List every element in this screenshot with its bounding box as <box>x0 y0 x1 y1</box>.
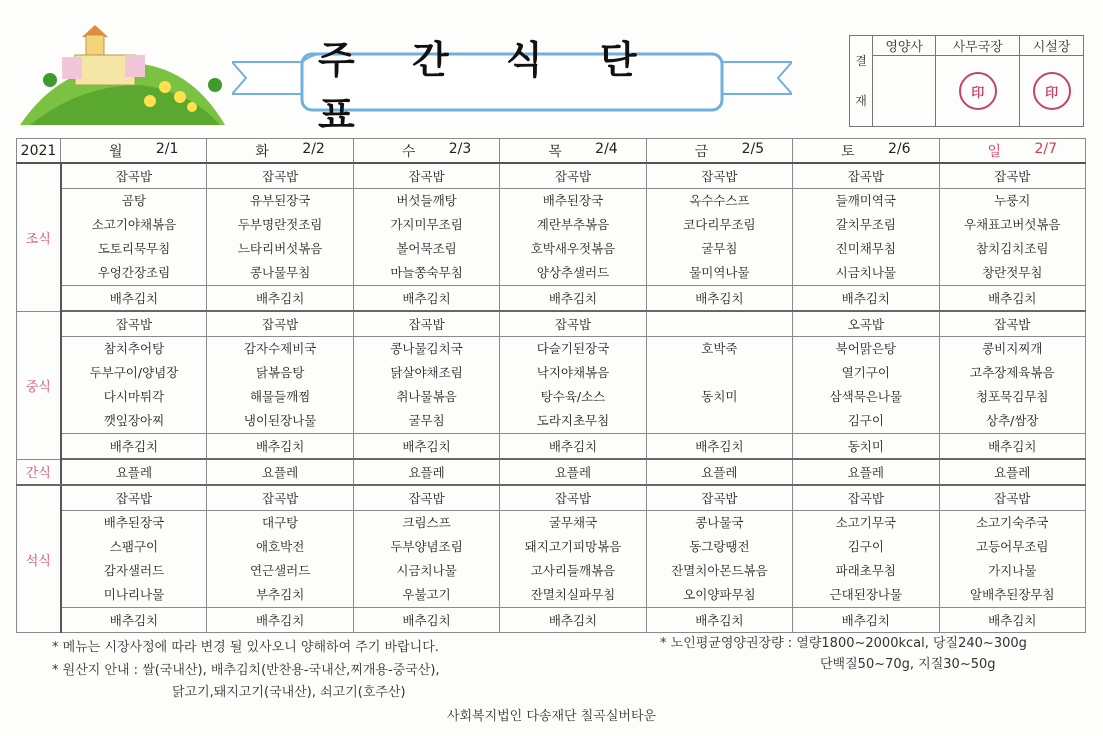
dish-item: 감자수제비국 <box>243 341 317 356</box>
lunch-kimchi-row <box>17 434 1086 460</box>
rice-item: 잡곡밥 <box>61 163 207 189</box>
dish-item: 콩나물무침 <box>249 265 311 280</box>
dish-item: 갈치무조림 <box>835 217 897 232</box>
rice-item: 잡곡밥 <box>646 163 792 189</box>
dish-list <box>793 189 939 286</box>
dinner-dishes-row <box>17 511 1086 608</box>
dish-item: 소고기야채볶음 <box>91 217 177 232</box>
dish-item: 고등어무조림 <box>976 539 1049 554</box>
kimchi-item: 배추김치 <box>207 608 353 633</box>
rice-item: 잡곡밥 <box>646 485 792 511</box>
rice-item: 잡곡밥 <box>353 163 499 189</box>
dish-item: 굴무침 <box>408 413 445 428</box>
dish-item: 누룽지 <box>994 193 1031 208</box>
school-hill-logo <box>20 25 225 125</box>
page-title: 주 간 식 단 표 <box>318 37 659 137</box>
dish-item: 곰탕 <box>121 193 147 208</box>
dish-item: 스팸구이 <box>109 539 159 554</box>
rice-item: 잡곡밥 <box>500 163 646 189</box>
dish-list <box>793 337 939 434</box>
lunch-label: 중식 <box>17 311 61 459</box>
kimchi-item: 배추김치 <box>353 434 499 460</box>
dish-item: 김구이 <box>847 413 884 428</box>
dish-item: 낙지야채볶음 <box>536 365 610 380</box>
dish-item: 우엉간장조림 <box>97 265 171 280</box>
breakfast-dishes-row <box>17 189 1086 286</box>
dish-item: 콩나물국 <box>695 515 744 530</box>
dish-item <box>647 409 792 433</box>
dish-item: 두부양념조림 <box>390 539 463 554</box>
approval-side-label: 결 재 <box>850 36 873 127</box>
kimchi-item: 배추김치 <box>500 608 646 633</box>
approval-header-office-manager: 사무국장 <box>936 36 1020 56</box>
year-cell: 2021 <box>17 139 61 164</box>
dish-list <box>207 337 353 434</box>
dish-item: 배추된장국 <box>103 515 165 530</box>
dish-item: 물미역나물 <box>689 265 750 280</box>
lunch-rice-row <box>17 311 1086 337</box>
dish-item <box>647 361 792 385</box>
dish-item: 버섯들깨탕 <box>396 193 457 208</box>
dish-item: 애호박전 <box>255 539 305 554</box>
dish-item: 감자샐러드 <box>103 563 165 578</box>
dish-item: 잔멸치아몬드볶음 <box>671 563 768 578</box>
dish-list <box>939 189 1085 286</box>
rice-item: 잡곡밥 <box>207 163 353 189</box>
dish-list <box>500 337 646 434</box>
dish-item: 콩비지찌개 <box>982 341 1043 356</box>
kimchi-item: 배추김치 <box>61 608 207 633</box>
dish-item: 참치추어탕 <box>103 341 165 356</box>
dish-item: 호박새우젓볶음 <box>530 241 616 256</box>
snack-item: 요플레 <box>353 459 499 485</box>
dish-list <box>207 511 353 608</box>
dish-item: 소고기숙주국 <box>976 515 1049 530</box>
origin-notice: * 원산지 안내 : 쌀(국내산), 배추김치(반찬용-국내산,찌개용-중국산), <box>52 663 440 678</box>
day-header-sunday: 일 2/7 <box>939 139 1085 164</box>
breakfast-label: 조식 <box>17 163 61 311</box>
dish-item: 오이양파무침 <box>683 587 756 602</box>
dish-item: 도라지초무침 <box>536 413 610 428</box>
dish-item: 시금치나물 <box>835 265 897 280</box>
dish-item: 느타리버섯볶음 <box>237 241 323 256</box>
rice-item <box>646 311 792 337</box>
dish-item: 크림스프 <box>402 515 451 530</box>
snack-item: 요플레 <box>61 459 207 485</box>
rice-item: 잡곡밥 <box>793 485 939 511</box>
day-header: 목 2/4 <box>500 139 646 164</box>
rice-item: 잡곡밥 <box>500 311 646 337</box>
dish-item: 부추김치 <box>255 587 305 602</box>
approval-sign-office-manager <box>936 56 1020 127</box>
dish-list <box>353 337 499 434</box>
footer-organization: 사회복지법인 다송재단 칠곡실버타운 <box>446 709 657 724</box>
dish-item: 다슬기된장국 <box>536 341 610 356</box>
kimchi-item: 배추김치 <box>939 286 1085 312</box>
dish-item: 취나물볶음 <box>396 389 457 404</box>
lunch-dishes-row <box>17 337 1086 434</box>
dish-item: 연근샐러드 <box>249 563 311 578</box>
dish-item: 호박죽 <box>701 341 738 356</box>
dish-list <box>61 337 207 434</box>
kimchi-item: 배추김치 <box>793 286 939 312</box>
snack-item: 요플레 <box>500 459 646 485</box>
approval-sign-nutritionist <box>873 56 936 127</box>
day-header: 토 2/6 <box>793 139 939 164</box>
kimchi-item: 배추김치 <box>207 286 353 312</box>
dinner-kimchi-row <box>17 608 1086 633</box>
kimchi-item: 배추김치 <box>939 434 1085 460</box>
dish-item: 탕수육/소스 <box>540 389 606 404</box>
dish-list <box>646 511 792 608</box>
dish-item: 김구이 <box>847 539 884 554</box>
dish-item: 열기구이 <box>841 365 890 380</box>
dish-item: 두부구이/양념장 <box>89 365 179 380</box>
kimchi-item: 배추김치 <box>500 286 646 312</box>
breakfast-kimchi-row <box>17 286 1086 312</box>
approval-header-director: 시설장 <box>1020 36 1084 56</box>
dish-item: 삼색묵은나물 <box>829 389 903 404</box>
dish-list <box>61 189 207 286</box>
dish-item: 계란부추볶음 <box>536 217 610 232</box>
kimchi-item: 배추김치 <box>353 286 499 312</box>
dish-item: 닭살야채조림 <box>390 365 463 380</box>
dish-item: 북어맑은탕 <box>835 341 897 356</box>
nutrition-notice-cont: 단백질50~70g, 지질30~50g <box>820 657 996 672</box>
rice-item: 잡곡밥 <box>61 485 207 511</box>
dish-item: 코다리무조림 <box>683 217 756 232</box>
dish-list <box>939 511 1085 608</box>
kimchi-item: 배추김치 <box>61 286 207 312</box>
dish-list <box>61 511 207 608</box>
dish-item: 청포묵김무침 <box>976 389 1049 404</box>
dish-list <box>500 511 646 608</box>
dish-item: 굴무채국 <box>548 515 598 530</box>
dish-item: 냉이된장나물 <box>243 413 317 428</box>
dish-item: 소고기무국 <box>835 515 897 530</box>
dish-item: 깻잎장아찌 <box>103 413 165 428</box>
rice-item: 잡곡밥 <box>207 485 353 511</box>
dish-list <box>353 189 499 286</box>
dish-item: 알배추된장무침 <box>970 587 1055 602</box>
snack-row <box>17 459 1086 485</box>
rice-item: 잡곡밥 <box>939 485 1085 511</box>
dish-item: 동그랑땡전 <box>689 539 750 554</box>
dish-item: 볼어묵조림 <box>396 241 457 256</box>
rice-item: 잡곡밥 <box>353 311 499 337</box>
kimchi-item: 배추김치 <box>500 434 646 460</box>
weekly-menu-table <box>16 138 1086 633</box>
dish-item: 우채표고버섯볶음 <box>963 217 1061 232</box>
snack-item: 요플레 <box>646 459 792 485</box>
dish-item: 미나리나물 <box>103 587 165 602</box>
dish-item: 옥수수스프 <box>689 193 750 208</box>
dish-item: 돼지고기피망볶음 <box>524 539 622 554</box>
rice-item: 잡곡밥 <box>939 163 1085 189</box>
dish-item: 파래초무침 <box>835 563 897 578</box>
rice-item: 잡곡밥 <box>500 485 646 511</box>
change-notice: * 메뉴는 시장사정에 따라 변경 될 있사오니 양해하여 주기 바랍니다. <box>52 640 439 655</box>
dish-item: 들깨미역국 <box>835 193 897 208</box>
dish-list <box>646 189 792 286</box>
approval-box <box>849 35 1084 127</box>
day-header: 화 2/2 <box>207 139 353 164</box>
dish-list <box>939 337 1085 434</box>
dish-list <box>207 189 353 286</box>
day-header: 수 2/3 <box>353 139 499 164</box>
snack-item: 요플레 <box>939 459 1085 485</box>
rice-item: 잡곡밥 <box>939 311 1085 337</box>
seal-stamp-icon: 印 <box>1033 72 1071 110</box>
kimchi-item: 배추김치 <box>939 608 1085 633</box>
dish-item: 닭볶음탕 <box>255 365 305 380</box>
dish-item: 가지미무조림 <box>390 217 463 232</box>
dish-item: 가지나물 <box>988 563 1037 578</box>
snack-label: 간식 <box>17 459 61 485</box>
kimchi-item: 동치미 <box>793 434 939 460</box>
dish-item: 고사리들깨볶음 <box>530 563 616 578</box>
day-header: 월 2/1 <box>61 139 207 164</box>
rice-item: 잡곡밥 <box>353 485 499 511</box>
dish-item: 마늘쫑숙무침 <box>390 265 463 280</box>
dish-item: 고추장제육볶음 <box>970 365 1055 380</box>
kimchi-item: 배추김치 <box>646 434 792 460</box>
origin-notice-cont: 닭고기,돼지고기(국내산), 쇠고기(호주산) <box>172 685 406 700</box>
dinner-rice-row <box>17 485 1086 511</box>
snack-item: 요플레 <box>207 459 353 485</box>
approval-sign-director <box>1020 56 1084 127</box>
dish-item: 근대된장나물 <box>829 587 903 602</box>
day-header: 금 2/5 <box>646 139 792 164</box>
approval-header-nutritionist: 영양사 <box>873 36 936 56</box>
dish-list <box>793 511 939 608</box>
seal-stamp-icon: 印 <box>959 72 997 110</box>
date-header-row <box>17 139 1086 164</box>
dinner-label: 석식 <box>17 485 61 633</box>
dish-item: 상추/쌈장 <box>986 413 1039 428</box>
dish-item: 유부된장국 <box>249 193 311 208</box>
dish-list <box>500 189 646 286</box>
dish-item: 해물들깨찜 <box>249 389 311 404</box>
dish-list <box>353 511 499 608</box>
kimchi-item: 배추김치 <box>207 434 353 460</box>
dish-item: 양상추샐러드 <box>536 265 610 280</box>
dish-item: 진미채무침 <box>835 241 897 256</box>
dish-item: 동치미 <box>701 389 738 404</box>
rice-item: 잡곡밥 <box>61 311 207 337</box>
dish-item: 시금치나물 <box>396 563 457 578</box>
dish-list <box>646 337 792 434</box>
dish-item: 대구탕 <box>262 515 299 530</box>
dish-item: 두부명란젓조림 <box>237 217 323 232</box>
rice-item: 잡곡밥 <box>793 163 939 189</box>
dish-item: 도토리묵무침 <box>97 241 171 256</box>
dish-item: 참치김치조림 <box>976 241 1049 256</box>
dish-item: 배추된장국 <box>542 193 604 208</box>
kimchi-item: 배추김치 <box>353 608 499 633</box>
dish-item: 창란젓무침 <box>982 265 1043 280</box>
dish-item: 콩나물김치국 <box>390 341 463 356</box>
dish-item: 우불고기 <box>402 587 451 602</box>
kimchi-item: 배추김치 <box>61 434 207 460</box>
dish-item: 굴무침 <box>701 241 738 256</box>
dish-item: 잔멸치실파무침 <box>530 587 616 602</box>
breakfast-rice-row <box>17 163 1086 189</box>
kimchi-item: 배추김치 <box>793 608 939 633</box>
dish-item: 다시마튀각 <box>103 389 165 404</box>
kimchi-item: 배추김치 <box>646 286 792 312</box>
snack-item: 요플레 <box>793 459 939 485</box>
rice-item: 잡곡밥 <box>207 311 353 337</box>
kimchi-item: 배추김치 <box>646 608 792 633</box>
rice-item: 오곡밥 <box>793 311 939 337</box>
nutrition-notice: * 노인평균영양권장량 : 열량1800~2000kcal, 당질240~300g <box>660 636 1027 651</box>
